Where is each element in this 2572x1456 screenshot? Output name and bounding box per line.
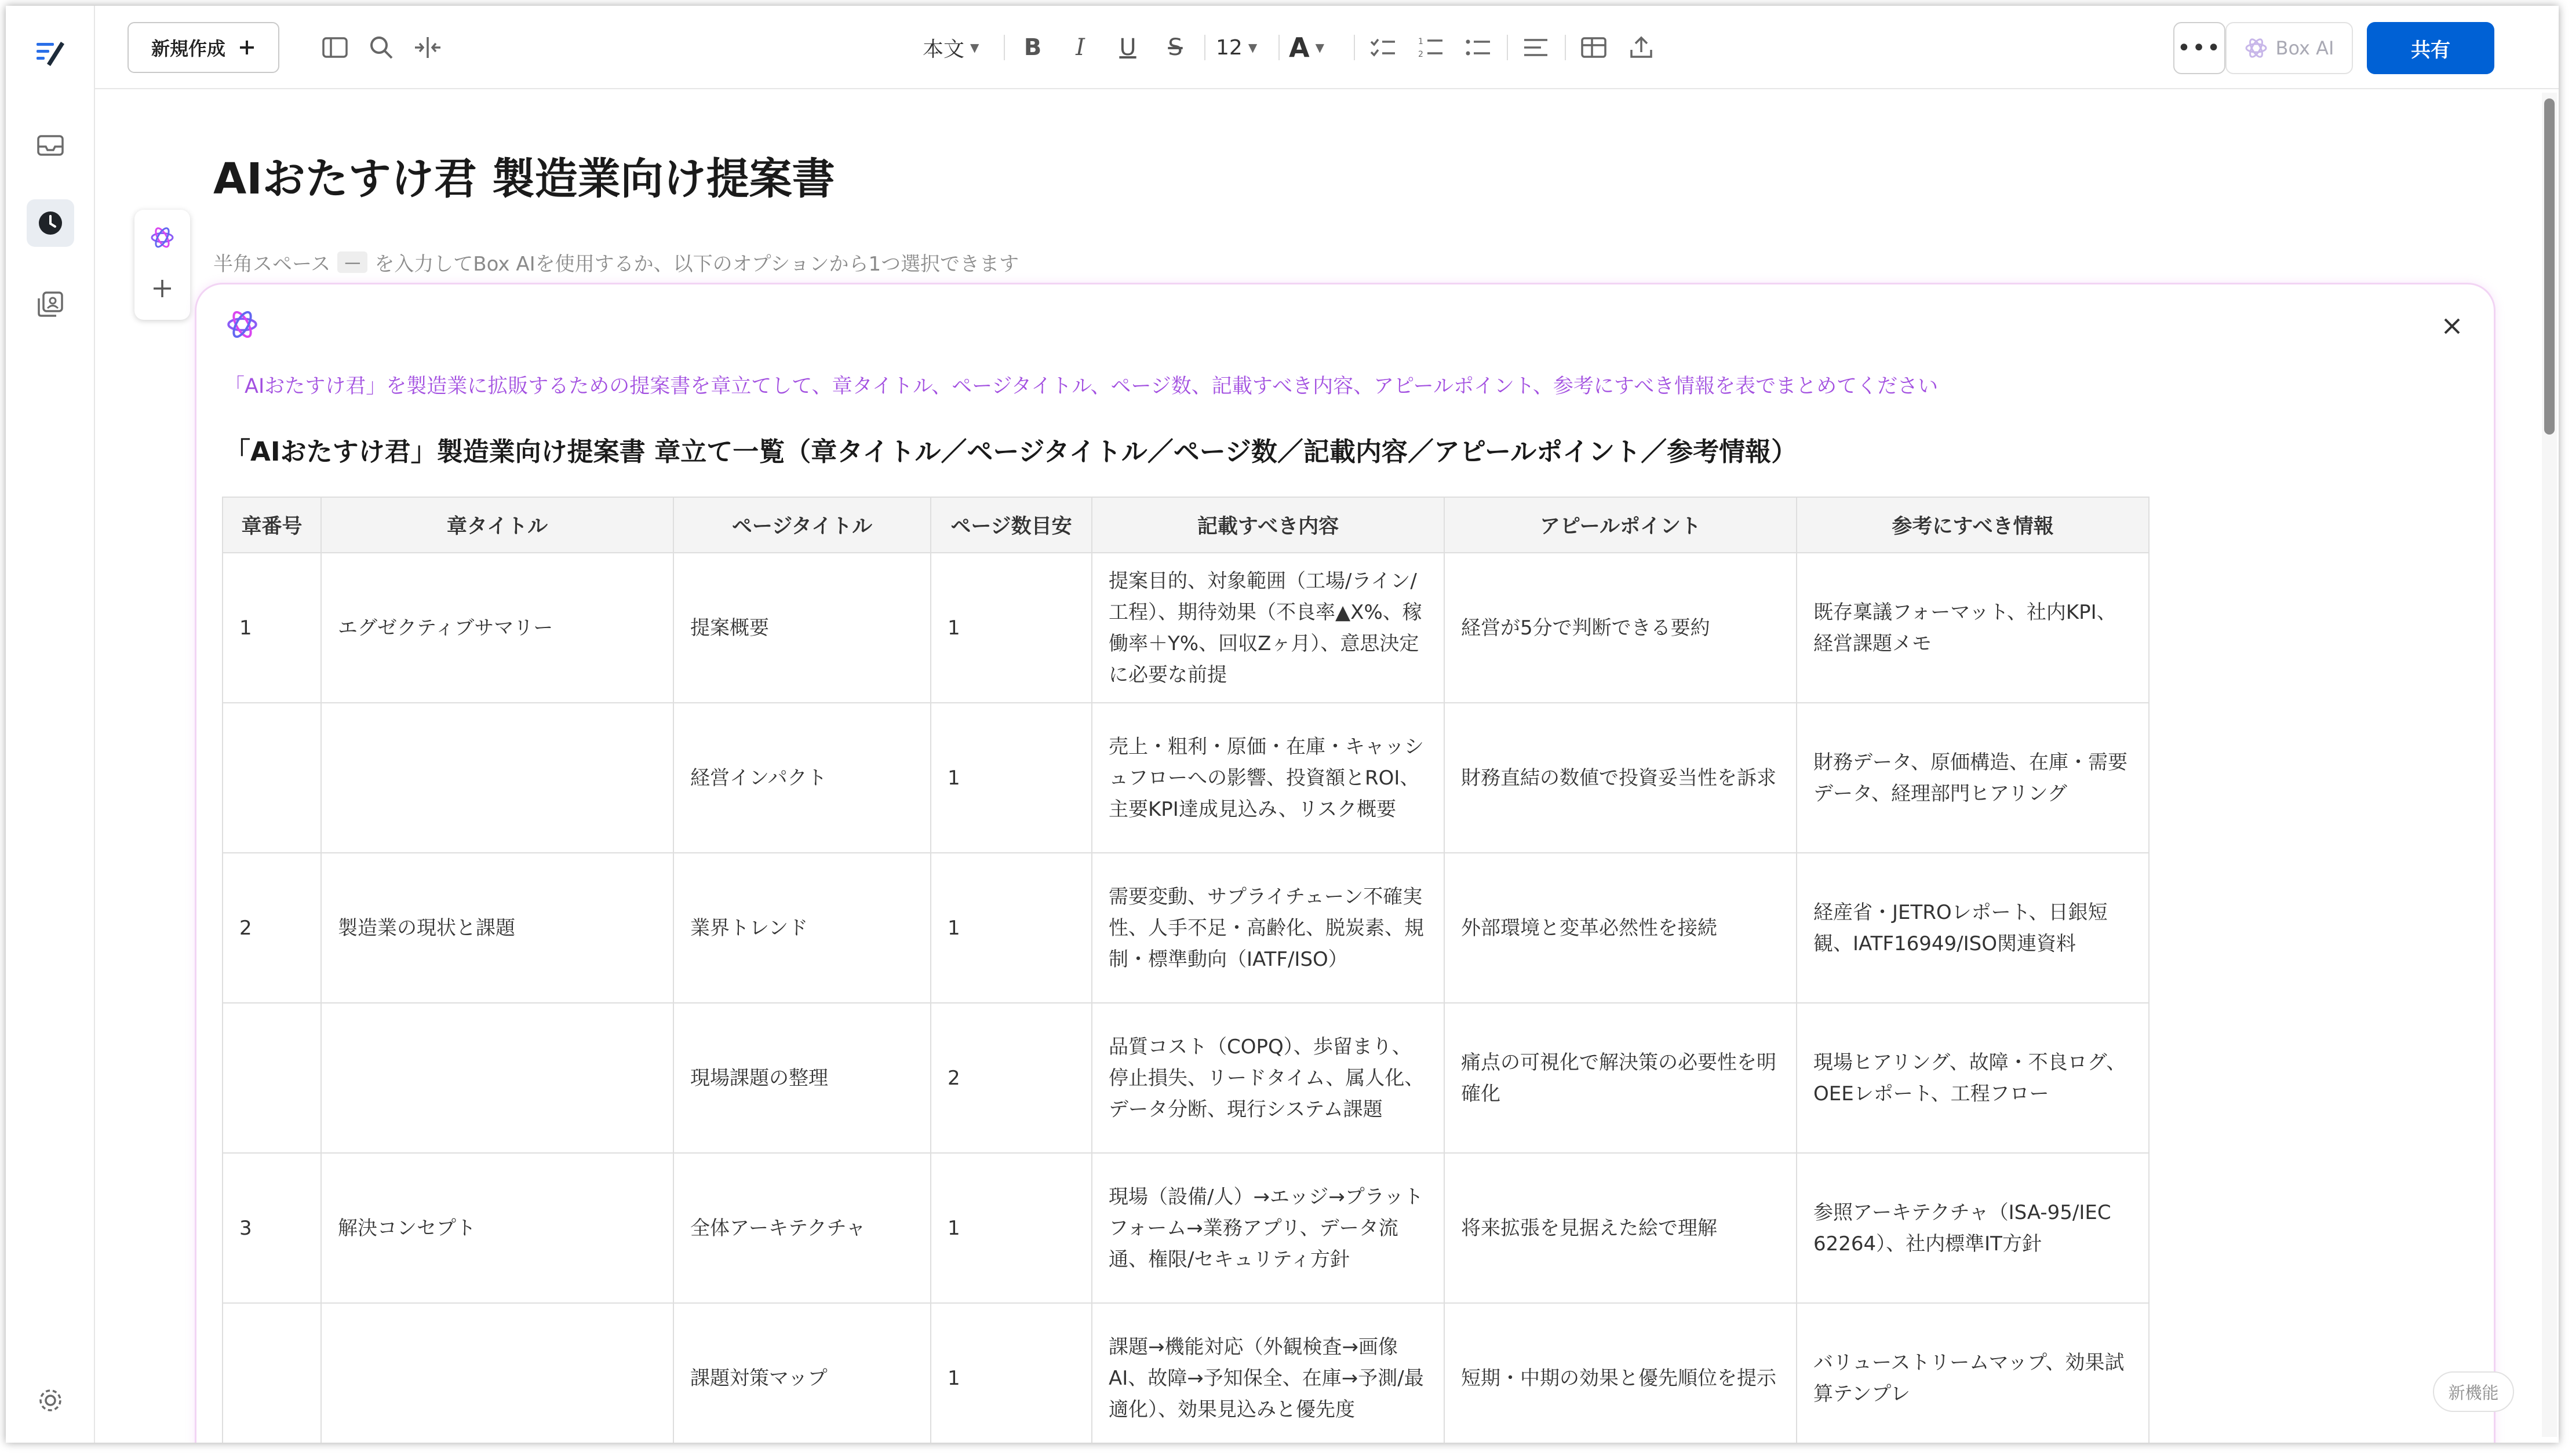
table-row [223,853,2149,1003]
column-header: 記載すべき内容 [1092,497,1444,553]
cell-chapter-no [223,1303,321,1443]
text-color-icon: A [1289,32,1310,63]
cell-chapter-title: 製造業の現状と課題 [321,853,673,1003]
cell-content: 売上・粗利・原価・在庫・キャッシュフローへの影響、投資額とROI、主要KPI達成見込み、リスク概要 [1092,703,1444,853]
notes-logo-icon[interactable] [27,29,74,76]
new-feature-button[interactable]: 新機能 [2433,1371,2514,1412]
more-horizontal-icon: ••• [2177,35,2222,61]
scrollbar-thumb[interactable] [2544,98,2555,435]
column-header: ページタイトル [673,497,931,553]
width-toggle-icon[interactable] [409,29,446,66]
ai-result-heading: 「AIおたすけ君」製造業向け提案書 章立て一覧（章タイトル／ページタイトル／ページ数／記載内容／アピールポイント／参考情報） [224,436,1798,467]
hint-after: を入力してBox AIを使用するか、以下のオプションから1つ選択できます [374,253,1019,276]
cell-content: 品質コスト（COPQ）、歩留まり、停止損失、リードタイム、属人化、データ分断、現行システム課題 [1092,1003,1444,1153]
cell-reference: 財務データ、原価構造、在庫・需要データ、経理部門ヒアリング [1797,703,2149,853]
font-size-select[interactable] [1216,29,1257,66]
text-style-select[interactable] [923,29,979,66]
table-row [223,1303,2149,1443]
cell-page-count: 2 [931,1003,1092,1153]
cell-page-title: 全体アーキテクチャ [673,1153,931,1303]
proposal-table [222,497,2150,1443]
column-header: アピールポイント [1444,497,1797,553]
strikethrough-icon[interactable]: S [1168,34,1183,61]
cell-content: 課題→機能対応（外観検査→画像AI、故障→予知保全、在庫→予測/最適化）、効果見込みと優先度 [1092,1303,1444,1443]
top-toolbar [95,6,2559,89]
new-create-button[interactable] [127,22,279,73]
text-color-select[interactable] [1289,29,1324,66]
italic-icon[interactable]: I [1076,34,1085,61]
cell-page-count: 1 [931,853,1092,1003]
divider [1004,35,1005,60]
cell-reference: バリューストリームマップ、効果試算テンプレ [1797,1303,2149,1443]
cell-appeal: 短期・中期の効果と優先順位を提示 [1444,1303,1797,1443]
upload-icon[interactable] [1623,29,1660,66]
table-row [223,1153,2149,1303]
cell-chapter-title [321,1003,673,1153]
cell-chapter-no [223,703,321,853]
underline-icon[interactable]: U [1119,34,1136,61]
cell-content: 提案目的、対象範囲（工場/ライン/工程）、期待効果（不良率▲X%、稼働率＋Y%、回収Zヶ月）、意思決定に必要な前提 [1092,553,1444,703]
numbered-list-icon[interactable] [1412,29,1449,66]
cell-appeal: 痛点の可視化で解決策の必要性を明確化 [1444,1003,1797,1153]
cell-content: 需要変動、サプライチェーン不確実性、人手不足・高齢化、脱炭素、規制・標準動向（IATF/ISO） [1092,853,1444,1003]
divider [1204,35,1205,60]
cell-page-count: 1 [931,553,1092,703]
cell-reference: 参照アーキテクチャ（ISA-95/IEC 62264）、社内標準IT方針 [1797,1153,2149,1303]
box-ai-icon [2245,37,2268,60]
space-key-badge: — [337,251,367,273]
box-ai-label: Box AI [2275,37,2334,59]
bold-icon[interactable]: B [1023,34,1042,61]
text-style-value: 本文 [923,37,965,61]
cell-chapter-title [321,703,673,853]
svg-text:2: 2 [1418,50,1423,59]
table-header-row [223,497,2149,553]
block-tools [134,210,190,320]
checklist-icon[interactable] [1364,29,1401,66]
cell-page-title: 提案概要 [673,553,931,703]
cell-chapter-title [321,1303,673,1443]
table-icon[interactable] [1575,29,1612,66]
font-size-value: 12 [1216,35,1243,60]
share-button[interactable] [2367,22,2494,74]
hint-before: 半角スペース [213,253,331,276]
box-ai-block-icon[interactable] [143,218,182,257]
cell-chapter-no: 1 [223,553,321,703]
chevron-down-icon: ▼ [970,41,979,54]
search-icon[interactable] [363,29,400,66]
settings-gear-icon[interactable] [27,1377,74,1424]
cell-page-title: 現場課題の整理 [673,1003,931,1153]
column-header: 章番号 [223,497,321,553]
cell-page-title: 業界トレンド [673,853,931,1003]
column-header: 参考にすべき情報 [1797,497,2149,553]
svg-text:1: 1 [1418,37,1423,46]
box-ai-panel [195,283,2496,1443]
bullet-list-icon[interactable] [1459,29,1496,66]
chevron-down-icon: ▼ [1315,41,1324,54]
plus-icon [238,39,256,56]
divider [1507,35,1508,60]
cell-appeal: 外部環境と変革必然性を接続 [1444,853,1797,1003]
share-label: 共有 [2411,38,2450,62]
more-options-button[interactable] [2173,22,2225,74]
box-ai-logo-icon [225,308,259,344]
cell-content: 現場（設備/人）→エッジ→プラットフォーム→業務アプリ、データ流通、権限/セキュリティ方針 [1092,1153,1444,1303]
cell-chapter-title: エグゼクティブサマリー [321,553,673,703]
cell-page-title: 経営インパクト [673,703,931,853]
cell-chapter-title: 解決コンセプト [321,1153,673,1303]
divider [1565,35,1566,60]
divider [1354,35,1355,60]
sidebar-toggle-icon[interactable] [316,29,354,66]
box-ai-hint [213,248,1019,276]
new-create-label: 新規作成 [151,38,225,60]
close-icon[interactable] [2435,309,2469,344]
app-window [6,6,2559,1443]
column-header: 章タイトル [321,497,673,553]
cell-chapter-no [223,1003,321,1153]
ai-prompt-text: 「AIおたすけ君」を製造業に拡販するための提案書を章立てして、章タイトル、ページタイトル、ページ数、記載すべき内容、アピールポイント、参考にすべき情報を表でまとめてください [224,375,1939,398]
cell-reference: 現場ヒアリング、故障・不良ログ、OEEレポート、工程フロー [1797,1003,2149,1153]
align-left-icon[interactable] [1517,29,1554,66]
chevron-down-icon: ▼ [1248,41,1258,54]
cell-page-count: 1 [931,1303,1092,1443]
document-title[interactable]: AIおたすけ君 製造業向け提案書 [213,154,835,204]
divider [1278,35,1280,60]
table-row [223,1003,2149,1153]
inbox-icon[interactable] [27,122,74,169]
cell-appeal: 財務直結の数値で投資妥当性を訴求 [1444,703,1797,853]
cell-appeal: 将来拡張を見据えた絵で理解 [1444,1153,1797,1303]
recent-clock-icon[interactable] [27,199,74,247]
table-row [223,703,2149,853]
cell-page-title: 課題対策マップ [673,1303,931,1443]
box-ai-button[interactable] [2225,22,2353,74]
table-row [223,553,2149,703]
cell-chapter-no: 3 [223,1153,321,1303]
cell-reference: 既存稟議フォーマット、社内KPI、経営課題メモ [1797,553,2149,703]
cell-chapter-no: 2 [223,853,321,1003]
left-rail [6,6,95,1443]
cell-reference: 経産省・JETROレポート、日銀短観、IATF16949/ISO関連資料 [1797,853,2149,1003]
cell-page-count: 1 [931,703,1092,853]
add-block-plus-icon[interactable] [143,269,182,308]
shared-files-icon[interactable] [27,280,74,328]
column-header: ページ数目安 [931,497,1092,553]
cell-appeal: 経営が5分で判断できる要約 [1444,553,1797,703]
cell-page-count: 1 [931,1153,1092,1303]
